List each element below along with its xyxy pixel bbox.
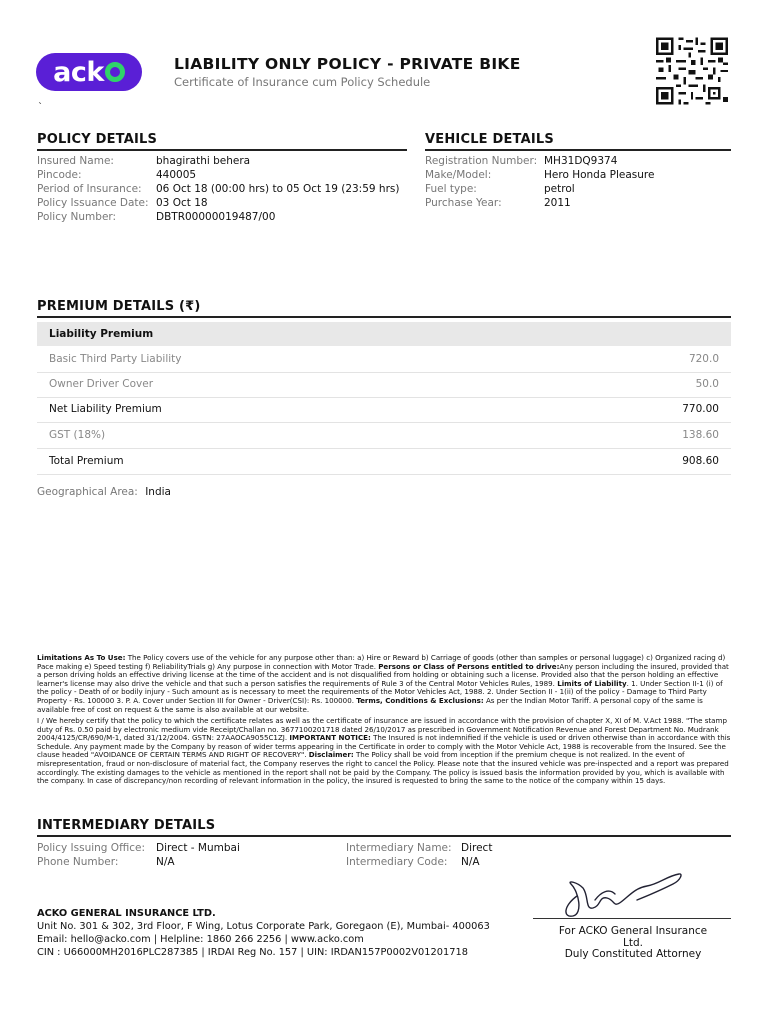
limitations-paragraph: Limitations As To Use: The Policy covers use of the vehicle for any purpose other than: a) Hire or Reward b) Carriage of goods (other than samples or personal luggage) c) Organized racing d) Pace making e) Speed testing f) ReliabilityTrials g) Any purpose in connection with Motor Trade. Persons or Class of Persons entitled to drive:Any person including the insured, provided that a person driving holds an effective driving license at the time of the accident and is not disqualified from holding or obtaining such a license. Provided also that the person holding an effective learner's license may also drive the vehicle and that such a person satisfies the requirements of Rule 3 of the Central Motor Vehicles Rules, 1989. Limits of Liability. 1. Under Section II-1 (i) of the policy - Death of or bodily injury - Such amount as is necessary to meet the requirements of the Motor Vehicles Act, 1988. 2. Under Section II - 1(ii) of the policy - Damage to Third Party Property - Rs. 100000 3. P. A. Cover under Section III for Owner - Driver(CSI): Rs. 100000. Terms, Conditions & Exclusions: As per the Indian Motor Tariff. A personal copy of the same is available free of cost on request & the same is also available at our website. xyxy=(37,653,729,714)
policy-details-rule xyxy=(37,149,407,151)
certification-paragraph: I / We hereby certify that the policy to which the certificate relates as well as the certificate of insurance are issued in accordance with the provision of chapter X, XI of M. V.Act 1988. "The stamp duty of Rs. 0.50 paid by electronic medium vide Receipt/Challan no. 3677100201718 dated 26/10/2017 as prescribed in Government Notification Revenue and Forest Department No. Mudrank 2004/4125/CR/690/M-1, dated 31/12/2004. GSTN: 27AAOCA9055C1ZJ. IMPORTANT NOTICE: The Insured is not indemnified if the vehicle is used or driven otherwise than in accordance with this Schedule. Any payment made by the Company by reason of wider terms appearing in the Certificate in order to comply with the Motor Vehicle Act, 1988 is recoverable from the Insured. See the clause headed "AVOIDANCE OF CERTAIN TERMS AND RIGHT OF RECOVERY". Disclaimer: The Policy shall be void from inception if the premium cheque is not realized. In the event of misrepresentation, fraud or non-disclosure of material fact, the Company reserves the right to cancel the Policy. Please note that the insured vehicle was pre-inspected and a report was prepared accordingly. The existing damages to the vehicle as mentioned in the report shall not be paid by the Company. The policy is issued basis the information provided by you, which is available with the company. In case of discrepancy/non recording of relevant information in the policy, the insured is requested to bring the same to the notice of the company within 15 days. xyxy=(37,716,731,786)
intermediary-row-code: Intermediary Code: N/A xyxy=(346,856,480,868)
premium-table-header-label: Liability Premium xyxy=(49,328,154,340)
premium-table-header xyxy=(37,322,731,346)
policy-row-insured-name: Insured Name: bhagirathi behera xyxy=(37,155,251,167)
signature-line xyxy=(533,918,731,919)
vehicle-details-heading: VEHICLE DETAILS xyxy=(425,132,554,147)
premium-row-basic-tp: Basic Third Party Liability 720.0 xyxy=(37,346,731,373)
vehicle-row-registration: Registration Number: MH31DQ9374 xyxy=(425,155,618,167)
policy-title: LIABILITY ONLY POLICY - PRIVATE BIKE xyxy=(174,55,521,73)
intermediary-row-name: Intermediary Name: Direct xyxy=(346,842,493,854)
vehicle-details-rule xyxy=(425,149,731,151)
policy-row-issuance-date: Policy Issuance Date: 03 Oct 18 xyxy=(37,197,208,209)
vehicle-row-fuel-type: Fuel type: petrol xyxy=(425,183,575,195)
company-contact: Email: hello@acko.com | Helpline: 1860 266 2256 | www.acko.com xyxy=(37,934,364,945)
company-ids: CIN : U66000MH2016PLC287385 | IRDAI Reg No. 157 | UIN: IRDAN157P0002V01201718 xyxy=(37,947,468,958)
vehicle-row-purchase-year: Purchase Year: 2011 xyxy=(425,197,571,209)
policy-row-pincode: Pincode: 440005 xyxy=(37,169,197,181)
acko-logo xyxy=(36,53,142,91)
company-address: Unit No. 301 & 302, 3rd Floor, F Wing, Lotus Corporate Park, Goregaon (E), Mumbai- 400063 xyxy=(37,921,490,932)
signature-icon xyxy=(555,866,690,922)
premium-row-total: Total Premium 908.60 xyxy=(37,448,731,475)
brand-o-ring xyxy=(105,62,125,82)
intermediary-row-issuing-office: Policy Issuing Office: Direct - Mumbai xyxy=(37,842,240,854)
policy-details-list xyxy=(37,154,399,224)
intermediary-left-list xyxy=(37,841,240,869)
stray-tick-mark: ` xyxy=(38,102,43,113)
premium-row-gst: GST (18%) 138.60 xyxy=(37,422,731,449)
brand-wordmark: ack xyxy=(53,56,104,88)
vehicle-row-make-model: Make/Model: Hero Honda Pleasure xyxy=(425,169,655,181)
premium-details-rule xyxy=(37,316,731,318)
policy-row-policy-number: Policy Number: DBTR00000019487/00 xyxy=(37,211,276,223)
geographical-area: Geographical Area: India xyxy=(37,486,171,498)
vehicle-details-list xyxy=(425,154,654,210)
intermediary-row-phone: Phone Number: N/A xyxy=(37,856,175,868)
premium-details-heading: PREMIUM DETAILS (₹) xyxy=(37,299,201,314)
signatory-company: For ACKO General Insurance Ltd. xyxy=(558,925,708,949)
company-name: ACKO GENERAL INSURANCE LTD. xyxy=(37,908,216,919)
intermediary-details-heading: INTERMEDIARY DETAILS xyxy=(37,818,216,833)
premium-row-owner-driver: Owner Driver Cover 50.0 xyxy=(37,371,731,398)
intermediary-details-rule xyxy=(37,835,731,837)
policy-details-heading: POLICY DETAILS xyxy=(37,132,158,147)
intermediary-right-list xyxy=(346,841,492,869)
qr-code-icon xyxy=(656,37,728,105)
signatory-title: Duly Constituted Attorney xyxy=(564,948,702,960)
policy-row-period: Period of Insurance: 06 Oct 18 (00:00 hrs) to 05 Oct 19 (23:59 hrs) xyxy=(37,183,400,195)
policy-subtitle: Certificate of Insurance cum Policy Schedule xyxy=(174,75,431,89)
premium-row-net-liability: Net Liability Premium 770.00 xyxy=(37,396,731,423)
